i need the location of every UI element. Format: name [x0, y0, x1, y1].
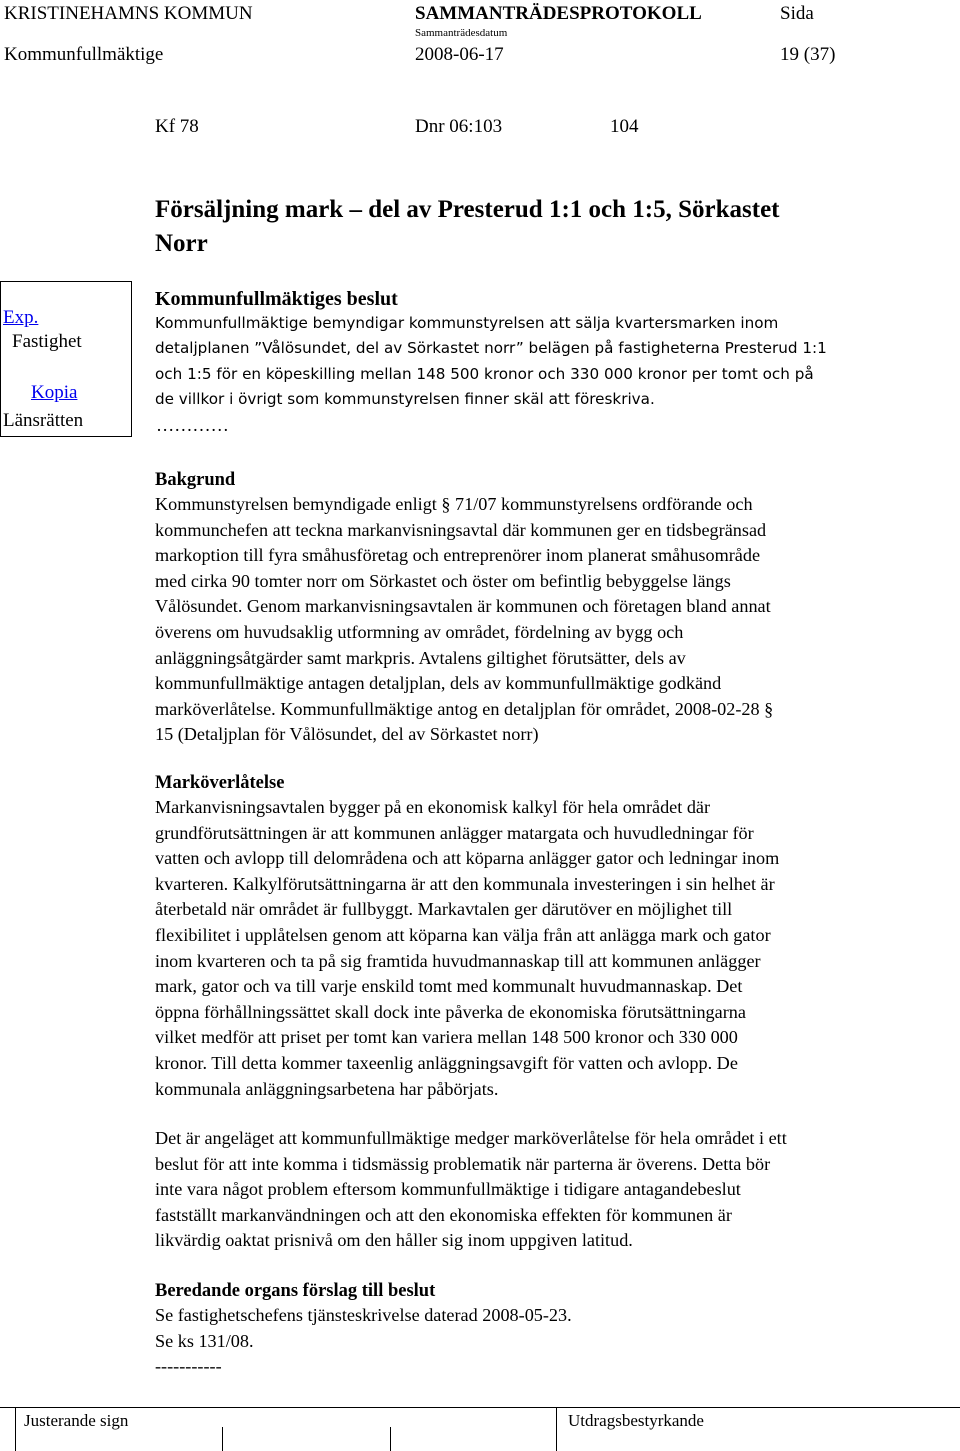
transfer-line: öppna förhållningssättet skall dock inte påverka de ekonomiska förutsättningarna — [155, 1001, 746, 1022]
background-line: anläggningsåtgärder samt markpris. Avtalens giltighet förutsätter, dels av — [155, 647, 686, 668]
signature-box-divider — [222, 1427, 223, 1451]
proposal-text — [155, 1303, 572, 1380]
transfer-line: inom kvarteren och ta på sig framtida huvudmannaskap till att kommunen anlägger — [155, 950, 761, 971]
justering-label: Justerande sign — [24, 1411, 129, 1430]
background-line: markoption till fyra småhusföretag och entreprenörer inom planerat småhusområde — [155, 545, 761, 566]
situation-line: likvärdig oaktat prisnivå om den håller sig inom uppgiven latitud. — [155, 1230, 633, 1251]
proposal-line: Se ks 131/08. — [155, 1330, 254, 1351]
decision-line: Kommunfullmäktige bemyndigar kommunstyrelsen att sälja kvartersmarken inom — [155, 314, 779, 332]
sidebar-item-lansratten: Länsrätten — [3, 410, 84, 431]
utdrag-label: Utdragsbestyrkande — [568, 1411, 704, 1430]
proposal-dashes: ----------- — [155, 1356, 222, 1377]
meeting-date: 2008-06-17 — [415, 44, 504, 65]
sidebar-item-exp[interactable]: Exp. — [3, 307, 39, 328]
decision-text — [155, 311, 827, 413]
background-line: marköverlåtelse. Kommunfullmäktige antog en detaljplan för området, 2008-02-28 § — [155, 698, 774, 719]
proposal-line: Se fastighetschefens tjänsteskrivelse daterad 2008-05-23. — [155, 1305, 572, 1325]
signature-box-divider — [390, 1427, 391, 1451]
decision-section — [155, 287, 827, 438]
background-line: 15 (Detaljplan för Vålösundet, del av Sörkastet norr) — [155, 724, 539, 745]
sidebar-item-kopia[interactable]: Kopia — [31, 382, 78, 403]
proposal-section — [155, 1279, 572, 1380]
transfer-line: grundförutsättningen är att kommunen anlägger matargata och huvudledningar för — [155, 822, 754, 843]
assembly-name: Kommunfullmäktige — [4, 44, 164, 65]
title-line: Försäljning mark – del av Presterud 1:1 och 1:5, Sörkastet — [155, 196, 780, 223]
page-number: 19 (37) — [780, 44, 836, 65]
transfer-text — [155, 795, 779, 1102]
decision-line: de villkor i övrigt som kommunstyrelsen finner skäl att föreskriva. — [155, 390, 655, 409]
background-line: kommunfullmäktige antagen detaljplan, dels av kommunfullmäktige godkänd — [155, 673, 722, 694]
background-line: Vålösundet. Genom markanvisningsavtalen är kommunen och företagen bland annat — [155, 596, 771, 617]
transfer-line: flexibilitet i upplåtelsen genom att köparna kan välja från att anlägga mark och gator — [155, 924, 771, 945]
footer-divider — [0, 1407, 960, 1408]
decision-line: detaljplanen ”Vålösundet, del av Sörkastet norr” belägen på fastigheterna Presterud 1:1 — [155, 339, 827, 358]
transfer-heading: Marköverlåtelse — [155, 773, 285, 793]
background-line: kommunchefen att teckna markanvisningsavtal där kommunen ger en tidsbegränsad — [155, 519, 767, 540]
sidebar-item-fastighet: Fastighet — [12, 331, 82, 352]
transfer-line: kommunala anläggningsarbetena har påbörjats. — [155, 1078, 499, 1099]
municipality-name: KRISTINEHAMNS KOMMUN — [4, 3, 253, 24]
date-caption: Sammanträdesdatum — [415, 27, 508, 39]
transfer-line: kronor. Till detta kommer taxeenlig anläggningsavgift för vatten och avlopp. De — [155, 1052, 738, 1073]
signature-box-divider — [556, 1407, 557, 1451]
background-text — [155, 492, 773, 748]
title-line: Norr — [155, 230, 208, 257]
situation-line: fastställt markanvändningen och att den ekonomiska effekten för kommunen är — [155, 1204, 732, 1225]
kf-number: Kf 78 — [155, 116, 199, 137]
decision-line: och 1:5 för en köpeskilling mellan 148 500 kronor och 330 000 kronor per tomt och på — [155, 364, 814, 383]
decision-dots: ………… — [156, 414, 229, 435]
signature-box-divider — [15, 1407, 16, 1451]
page-title — [155, 193, 780, 261]
transfer-line: mark, gator och va till varje enskild tomt med kommunalt huvudmannaskap. Det — [155, 976, 743, 997]
page-label: Sida — [780, 3, 814, 24]
background-heading: Bakgrund — [155, 470, 236, 490]
situation-line: inte vara något problem eftersom kommunfullmäktige i tidigare antagandebeslut — [155, 1179, 741, 1200]
dnr-number: Dnr 06:103 — [415, 116, 503, 137]
transfer-line: Markanvisningsavtalen bygger på en ekonomisk kalkyl för hela området där — [155, 797, 711, 817]
background-section — [155, 468, 773, 748]
proposal-heading: Beredande organs förslag till beslut — [155, 1281, 436, 1301]
background-line: överens om huvudsaklig utformning av området, fördelning av bygg och — [155, 621, 684, 642]
transfer-line: vatten och avlopp till delområdena och att köparna anlägger gator och ledningar inom — [155, 848, 780, 869]
transfer-line: kvarteren. Kalkylförutsättningarna är att den kommunala investeringen i sin helhet är — [155, 873, 775, 894]
reference-code: 104 — [610, 116, 639, 137]
distribution-box — [0, 281, 132, 437]
transfer-line: återbetald när området är fullbyggt. Markavtalen ger därutöver en möjlighet till — [155, 899, 733, 920]
situation-text — [155, 1126, 787, 1254]
situation-line: Det är angeläget att kommunfullmäktige medger marköverlåtelse för hela området i ett — [155, 1128, 787, 1148]
document-type: SAMMANTRÄDESPROTOKOLL — [415, 3, 702, 24]
background-line: med cirka 90 tomter norr om Sörkastet och öster om befintlig bebyggelse längs — [155, 570, 731, 591]
situation-line: beslut för att inte komma i tidsmässig problematik när parterna är överens. Detta bör — [155, 1153, 771, 1174]
transfer-section — [155, 771, 779, 1102]
background-line: Kommunstyrelsen bemyndigade enligt § 71/07 kommunstyrelsens ordförande och — [155, 494, 753, 514]
transfer-line: vilket medför att priset per tomt kan variera mellan 148 500 kronor och 330 000 — [155, 1027, 738, 1048]
decision-heading: Kommunfullmäktiges beslut — [155, 288, 398, 310]
